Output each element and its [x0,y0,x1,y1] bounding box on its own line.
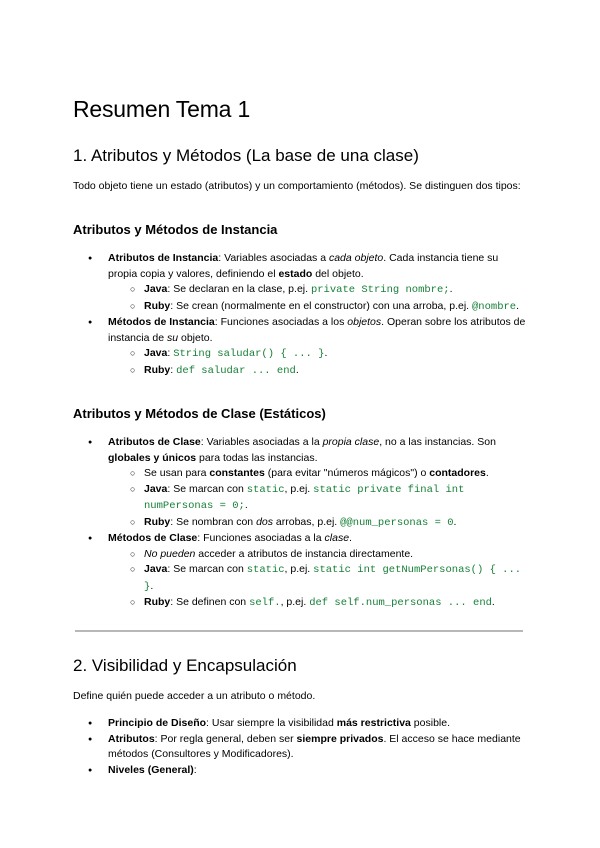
visibility-list [73,716,528,778]
section-2-intro: Define quién puede acceder a un atributo o método. [73,690,316,702]
bullet-text: . [150,579,154,592]
list-item [73,763,528,779]
bullet-text: siempre privados [296,732,384,745]
list-item [108,547,528,563]
code-snippet: static private final int numPersonas = 0; [144,483,465,512]
bullet-text: . Operan sobre los atributos de instancia de [108,316,526,344]
bullet-label: Java [144,563,168,575]
section-2-heading: 2. Visibilidad y Encapsulación [73,656,297,675]
bullet-text: contadores [429,467,486,479]
bullet-label: Ruby [144,299,171,312]
list-item [108,515,528,532]
code-snippet: @@num_personas = 0 [340,516,454,529]
bullet-text: más restrictiva [336,717,411,729]
bullet-text: : Por regla general, deben ser [154,732,297,745]
bullet-text: globales y únicos [108,451,197,464]
code-snippet: def saludar ... end [176,364,296,377]
section-1-intro: Todo objeto tiene un estado (atributos) y un comportamiento (métodos). Se distinguen dos tipos: [73,180,521,192]
bullet-label: Principio de Diseño [108,717,207,729]
bullet-label: Atributos de Instancia [108,252,219,264]
code-snippet: @nombre [472,300,517,313]
bullet-text: : Variables asociadas a [218,252,329,264]
bullet-text: propia clase [322,436,380,448]
bullet-text: cada objeto [328,252,384,264]
bullet-label: Ruby [144,363,171,376]
section-1-heading: 1. Atributos y Métodos (La base de una clase) [73,146,419,165]
instance-list [73,251,528,379]
list-item [108,595,528,612]
bullet-text: arrobas, p.ej. [273,515,341,528]
code-snippet: String saludar() { ... } [173,348,325,360]
subsection-instance-heading: Atributos y Métodos de Instancia [73,222,278,237]
code-snippet: def self.num_personas ... end [309,597,492,609]
bullet-text: . [453,515,457,528]
bullet-text: : Se marcan con [167,563,247,575]
bullet-label: Métodos de Clase [108,532,198,544]
list-item [108,562,528,595]
bullet-text: , p.ej. [280,596,310,608]
list-item [108,282,528,299]
list-item [108,346,528,363]
bullet-text: : Se declaran en la clase, p.ej. [167,283,311,295]
section-divider [75,630,523,632]
bullet-text: . [295,363,299,376]
bullet-label: Java [144,283,168,295]
sublist [108,547,528,612]
bullet-text: . [324,347,328,359]
bullet-text: dos [256,515,273,528]
bullet-text: , no a las instancias. Son [379,436,496,448]
bullet-text: : [193,763,197,776]
bullet-text: posible. [410,717,450,729]
bullet-text: , p.ej. [284,563,314,575]
bullet-label: Niveles (General) [108,763,194,776]
bullet-text: : Usar siempre la visibilidad [206,717,337,729]
bullet-label: Ruby [144,515,171,528]
bullet-text: (para evitar "números mágicos") o [264,467,430,479]
list-item [73,435,528,531]
bullet-text: , p.ej. [284,482,314,495]
list-item [108,363,528,380]
code-snippet: static [246,483,285,496]
bullet-text: Se usan para [144,467,210,479]
list-item [108,466,528,482]
bullet-text: del objeto. [312,267,364,280]
bullet-text: para todas las instancias. [196,451,318,464]
list-item [108,299,528,316]
list-item [73,716,528,732]
class-list [73,435,528,612]
subsection-class-heading: Atributos y Métodos de Clase (Estáticos) [73,406,326,421]
list-item [73,251,528,315]
bullet-text: . [244,499,248,511]
bullet-label: Atributos [108,732,155,745]
bullet-text: : [167,347,174,359]
bullet-label: Atributos de Clase [108,436,201,448]
bullet-text: . [485,467,489,479]
bullet-text: . [449,283,453,295]
list-item [73,315,528,379]
bullet-text: objeto. [178,331,213,344]
list-item [73,531,528,612]
code-snippet: self. [249,597,281,609]
list-item [73,732,528,763]
bullet-text: objetos [347,316,382,328]
list-item [108,482,528,515]
bullet-text: : Se nombran con [170,515,257,528]
bullet-text: estado [278,267,313,280]
code-snippet: static int getNumPersonas() { ... } [144,564,522,593]
bullet-text: clase [324,532,350,544]
bullet-text: : [170,363,177,376]
bullet-text: acceder a atributos de instancia directamente. [195,547,414,560]
sublist [108,466,528,531]
bullet-text: . [491,596,495,608]
code-snippet: private String nombre; [310,284,450,296]
bullet-text: : Variables asociadas a la [200,436,323,448]
bullet-text: . [349,532,352,544]
bullet-text: No pueden [144,547,196,560]
bullet-label: Java [144,482,168,495]
bullet-text: constantes [209,467,265,479]
sublist [108,282,528,315]
sublist [108,346,528,379]
bullet-text: : Se crean (normalmente en el constructor) con una arroba, p.ej. [170,299,472,312]
bullet-text: : Funciones asociadas a los [214,316,348,328]
bullet-label: Ruby [144,596,171,608]
bullet-text: : Se definen con [170,596,250,608]
bullet-text: . [516,299,520,312]
page-title: Resumen Tema 1 [73,96,251,122]
code-snippet: static [246,564,285,576]
bullet-text: . Cada instancia tiene su propia copia y valores, definiendo el [108,252,499,280]
bullet-text: : Se marcan con [167,482,247,495]
bullet-text: . El acceso se hace mediante métodos (Consultores y Modificadores). [108,732,521,760]
bullet-text: su [166,331,179,344]
bullet-label: Métodos de Instancia [108,316,215,328]
bullet-label: Java [144,347,168,359]
bullet-text: : Funciones asociadas a la [197,532,325,544]
